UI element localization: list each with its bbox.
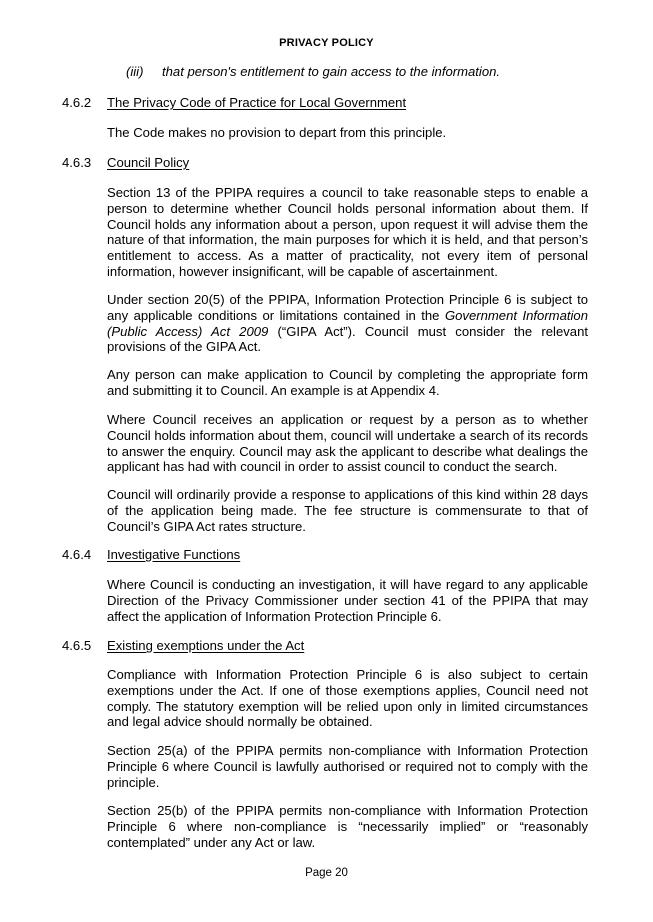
paragraph-text: Under section 20(5) of the PPIPA, Information Protection Principle 6 is subject to any applicable conditions or limitations contained in the	[107, 292, 588, 323]
paragraph-section-13: Section 13 of the PPIPA requires a council to take reasonable steps to enable a person to determine whether Council holds personal information about them. If Council holds any information about a person, upon request it will advise them the nature of that information, the main purposes for which it is held, and that person’s entitlement to access. As a matter of practicality, not every item of personal information, however insignificant, will be capable of ascertainment.	[107, 185, 588, 279]
paragraph-search: Where Council receives an application or request by a person as to whether Council holds information about them, council will undertake a search of its records to answer the enquiry. Council may ask the applicant to describe what dealings the applicant has had with council in order to assist council to conduct the search.	[107, 412, 588, 475]
section-number-462: 4.6.2	[62, 95, 92, 110]
paragraph-application: Any person can make application to Council by completing the appropriate form and submitting it to Council. An example is at Appendix 4.	[107, 367, 588, 398]
paragraph-section-25a: Section 25(a) of the PPIPA permits non-compliance with Information Protection Principle 6 where Council is lawfully authorised or required not to comply with the principle.	[107, 743, 588, 790]
paragraph-section-25b: Section 25(b) of the PPIPA permits non-compliance with Information Protection Principle 6 where non-compliance is “necessarily implied” or “reasonably contemplated” under any Act or law.	[107, 803, 588, 850]
paragraph-code-provision: The Code makes no provision to depart from this principle.	[107, 125, 447, 140]
section-heading-465: Existing exemptions under the Act	[107, 638, 305, 653]
section-heading-462: The Privacy Code of Practice for Local Government	[107, 95, 407, 110]
section-heading-463: Council Policy	[107, 155, 190, 170]
page-number: Page 20	[305, 867, 348, 879]
section-number-464: 4.6.4	[62, 547, 92, 562]
paragraph-text: (“GIPA Act”). Council must consider the relevant provisions of the GIPA Act.	[107, 323, 588, 355]
paragraph-investigation: Where Council is conducting an investigation, it will have regard to any applicable Direction of the Privacy Commissioner under section 41 of the PPIPA that may affect the application of Information Protection Principle 6.	[107, 577, 588, 624]
section-number-465: 4.6.5	[62, 638, 92, 653]
paragraph-exemptions: Compliance with Information Protection Principle 6 is also subject to certain exemptions under the Act. If one of those exemptions applies, Council need not comply. The statutory exemption will be relied upon only in limited circumstances and legal advice should normally be obtained.	[107, 667, 588, 730]
section-heading-464: Investigative Functions	[107, 547, 241, 562]
section-number-463: 4.6.3	[62, 155, 92, 170]
page-header-title: PRIVACY POLICY	[279, 37, 374, 49]
list-item-text: that person's entitlement to gain access to the information.	[162, 64, 501, 79]
list-numeral: (iii)	[126, 64, 144, 79]
act-title: Government Information (Public Access) Act 2009	[107, 307, 588, 339]
paragraph-section-20-5	[107, 292, 588, 355]
intro-list-item	[126, 64, 500, 80]
paragraph-response-time: Council will ordinarily provide a response to applications of this kind within 28 days of the application being made. The fee structure is commensurate to that of Council’s GIPA Act rates structure.	[107, 487, 588, 534]
